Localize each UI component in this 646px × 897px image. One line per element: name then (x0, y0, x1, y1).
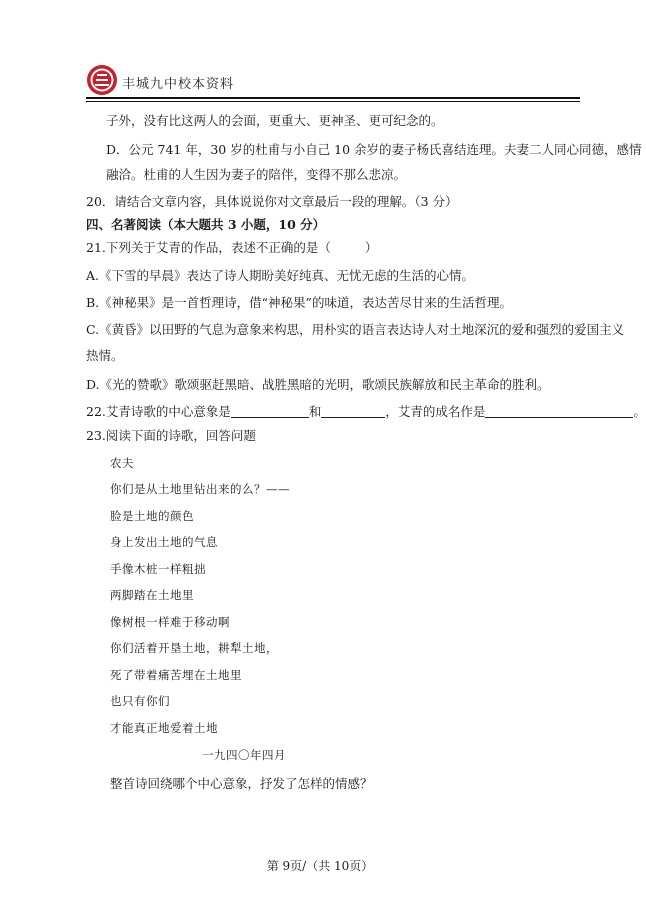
poem-line: 两脚踏在土地里 (110, 588, 194, 602)
answer-blank-2[interactable] (321, 405, 385, 418)
q22-part2: 和 (308, 404, 322, 419)
q22-part1: 22.艾青诗歌的中心意象是 (86, 404, 231, 419)
question-21-close: ） (364, 240, 378, 255)
question-22 (86, 404, 646, 420)
option-d-line: D．公元 741 年，30 岁的杜甫与小自己 10 余岁的妻子杨氏喜结连理。夫妻二人同心同德，感情 (106, 142, 642, 157)
page-number: 第 9页/（共 10页） (266, 859, 374, 873)
poem-line: 才能真正地爱着土地 (110, 721, 218, 735)
poem-line: 也只有你们 (110, 694, 170, 708)
poem-line: 脸是土地的颜色 (110, 509, 194, 523)
question-21-stem: 21.下列关于艾青的作品，表述不正确的是（ (86, 240, 331, 255)
school-name: 丰城九中校本资料 (122, 77, 235, 92)
option-c-cont: 热情。 (86, 348, 124, 363)
q22-part4: 。 (633, 404, 646, 419)
poem-line: 你们是从土地里钻出来的么？—— (110, 482, 290, 496)
poem-line: 手像木桩一样粗拙 (110, 562, 206, 576)
header-divider (86, 97, 580, 99)
option-b: B.《神秘果》是一首哲理诗，借“神秘果”的味道，表达苦尽甘来的生活哲理。 (86, 295, 512, 310)
header-divider-thin (86, 101, 580, 102)
option-a: A.《下雪的早晨》表达了诗人期盼美好纯真、无忧无虑的生活的心情。 (86, 268, 475, 283)
poem-line: 身上发出土地的气息 (110, 535, 218, 549)
poem-date: 一九四〇年四月 (202, 748, 286, 762)
text-line: 子外，没有比这两人的会面，更重大、更神圣、更可纪念的。 (106, 113, 444, 128)
text-line: 融洽。杜甫的人生因为妻子的陪伴，变得不那么悲凉。 (106, 167, 407, 182)
page-header (86, 64, 580, 102)
section-heading: 四、名著阅读（本大题共 3 小题，10 分） (86, 217, 326, 232)
answer-blank-1[interactable] (231, 405, 309, 418)
question-23: 23.阅读下面的诗歌，回答问题 (86, 428, 256, 443)
poem-line: 像树根一样难于移动啊 (110, 615, 230, 629)
question-23-prompt: 整首诗回绕哪个中心意象，抒发了怎样的情感？ (110, 776, 373, 791)
option-d: D.《光的赞歌》歌颂驱赶黑暗、战胜黑暗的光明，歌颂民族解放和民主革命的胜利。 (86, 377, 550, 392)
school-logo-icon (86, 64, 118, 96)
poem-line: 你们活着开垦土地，耕犁土地， (110, 641, 278, 655)
poem-title: 农夫 (110, 456, 134, 470)
q22-part3: ，艾青的成名作是 (385, 404, 486, 419)
poem-line: 死了带着痛苦埋在土地里 (110, 668, 242, 682)
question-21 (86, 240, 377, 256)
question-20: 20．请结合文章内容，具体说说你对文章最后一段的理解。（3 分） (86, 194, 458, 209)
option-c: C.《黄昏》以田野的气息为意象来构思，用朴实的语言表达诗人对土地深沉的爱和强烈的爱国主义 (86, 322, 625, 337)
answer-blank-3[interactable] (485, 405, 633, 418)
